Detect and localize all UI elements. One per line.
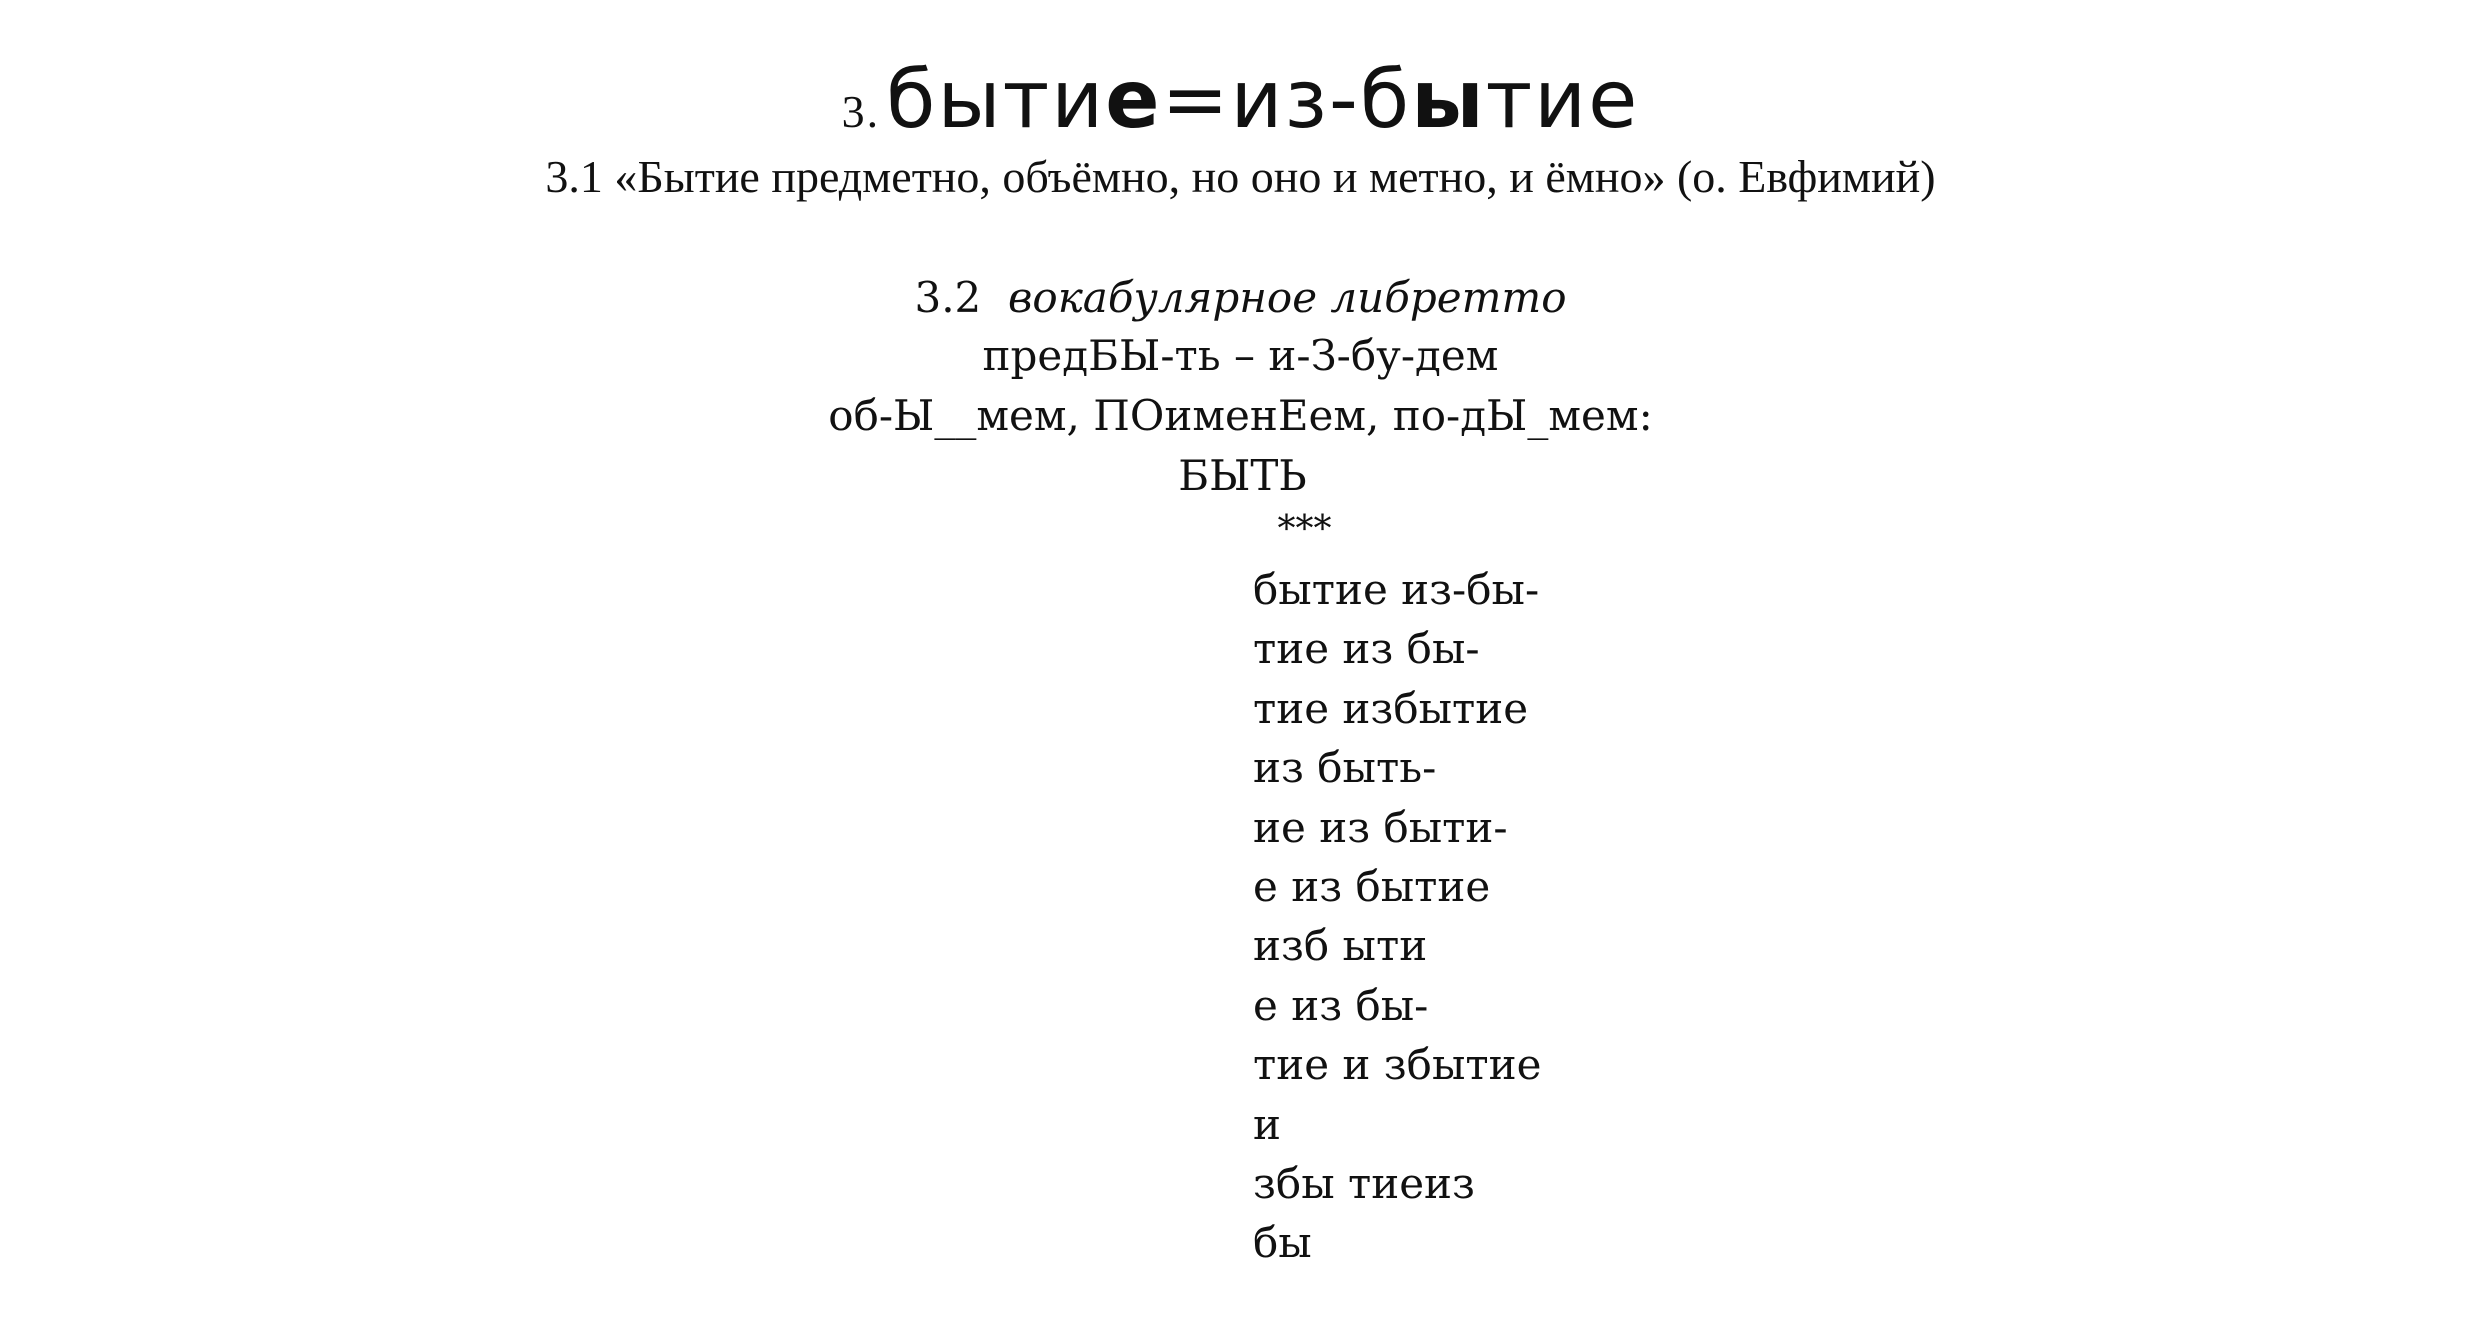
section-divider-stars: *** [1277, 509, 1332, 550]
libretto-line-2: об-Ы__мем, ПОименЕем, по-дЫ_мем: [828, 391, 1653, 440]
title-bold-y: ы [1411, 53, 1486, 146]
poem-line: бытие из-бы- [1253, 565, 1540, 614]
poem-line: из быть- [1253, 743, 1437, 793]
poem-block [1253, 560, 1541, 1273]
epigraph-quote: 3.1 «Бытие предметно, объёмно, но оно и метно, и ёмно» (о. Евфимий) [545, 151, 1936, 202]
poem-line: тие из бы- [1253, 624, 1480, 674]
poem-line: тие избытие [1253, 683, 1529, 733]
libretto-heading-text: вокабулярное либретто [1007, 273, 1567, 322]
libretto-number: 3.2 [914, 273, 982, 322]
section-title [0, 52, 2481, 160]
title-part-1: быти [886, 53, 1106, 146]
poem-line: тие и збытие [1253, 1040, 1542, 1090]
poem-line: ие из быти- [1253, 802, 1508, 852]
poem-line: и [1253, 1099, 1281, 1149]
libretto-line-1: предБЫ-ть – и-З-бу-дем [982, 331, 1499, 380]
poem-line: е из бы- [1253, 980, 1429, 1030]
title-part-3: =из-б [1161, 53, 1412, 146]
poem-line: бы [1253, 1218, 1312, 1268]
title-bold-e: е [1105, 53, 1162, 146]
libretto-heading [0, 270, 2481, 326]
title-part-5: тие [1485, 53, 1640, 146]
poem-line: збы тиеиз [1253, 1158, 1475, 1208]
section-number: 3. [841, 86, 881, 137]
libretto-line-3: БЫТЬ [1178, 451, 1307, 500]
poem-line: е из бытие [1253, 861, 1491, 911]
poem-line: изб ыти [1253, 921, 1428, 971]
